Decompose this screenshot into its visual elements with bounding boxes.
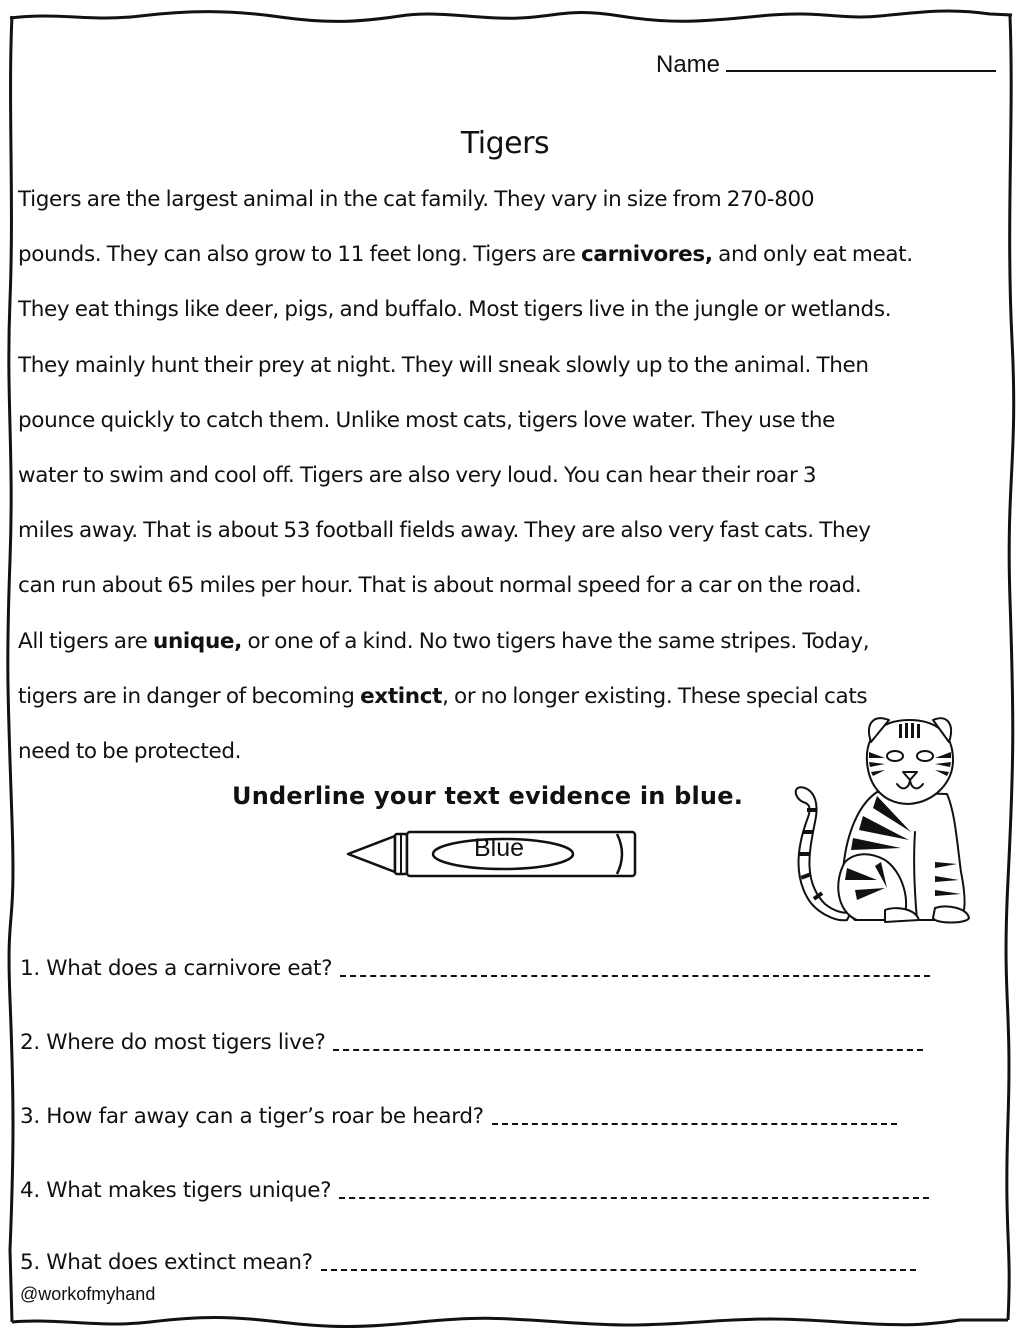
tiger-illustration-icon [785, 712, 985, 930]
vocab-unique: unique, [153, 628, 242, 654]
answer-line-3[interactable] [492, 1121, 897, 1125]
vocab-carnivores: carnivores, [581, 242, 713, 268]
question-text: 1. What does a carnivore eat? [20, 956, 333, 981]
passage-line: tigers are in danger of becoming extinct, or no longer existing. These special cats [18, 683, 868, 709]
passage-line: They mainly hunt their prey at night. They will sneak slowly up to the animal. Then [18, 352, 869, 378]
name-field[interactable] [656, 48, 996, 79]
passage-line: Tigers are the largest animal in the cat family. They vary in size from 270-800 [18, 187, 815, 212]
answer-line-2[interactable] [333, 1047, 923, 1051]
name-blank-line[interactable] [726, 48, 996, 72]
passage-line: miles away. That is about 53 football fields away. They are also very fast cats. They [18, 518, 871, 544]
question-text: 2. Where do most tigers live? [20, 1030, 326, 1055]
passage-line: pounds. They can also grow to 11 feet long. Tigers are carnivores, and only eat meat. [18, 242, 913, 268]
reading-passage [18, 172, 1003, 779]
question-3 [20, 1104, 897, 1129]
credit-watermark: @workofmyhand [20, 1284, 156, 1304]
question-text: 4. What makes tigers unique? [20, 1178, 332, 1203]
question-1 [20, 956, 930, 981]
question-2 [20, 1030, 923, 1055]
instruction-text: Underline your text evidence in blue. [232, 782, 744, 810]
page-title: Tigers [460, 126, 550, 161]
question-5 [20, 1250, 916, 1275]
question-4 [20, 1178, 929, 1203]
question-text: 3. How far away can a tiger’s roar be heard? [20, 1104, 484, 1129]
passage-line: All tigers are unique, or one of a kind. No two tigers have the same stripes. Today, [18, 628, 870, 654]
name-label: Name [656, 51, 721, 78]
passage-line: pounce quickly to catch them. Unlike most cats, tigers love water. They use the [18, 407, 836, 433]
question-text: 5. What does extinct mean? [20, 1250, 313, 1275]
passage-line: need to be protected. [18, 739, 242, 765]
passage-line: water to swim and cool off. Tigers are also very loud. You can hear their roar 3 [18, 463, 817, 489]
crayon-label: Blue [474, 834, 525, 862]
answer-line-1[interactable] [340, 973, 930, 977]
passage-line: They eat things like deer, pigs, and buffalo. Most tigers live in the jungle or wetlands. [18, 297, 892, 323]
passage-line: can run about 65 miles per hour. That is about normal speed for a car on the road. [18, 573, 862, 599]
vocab-extinct: extinct [360, 683, 443, 709]
answer-line-5[interactable] [321, 1267, 916, 1271]
answer-line-4[interactable] [339, 1195, 929, 1199]
